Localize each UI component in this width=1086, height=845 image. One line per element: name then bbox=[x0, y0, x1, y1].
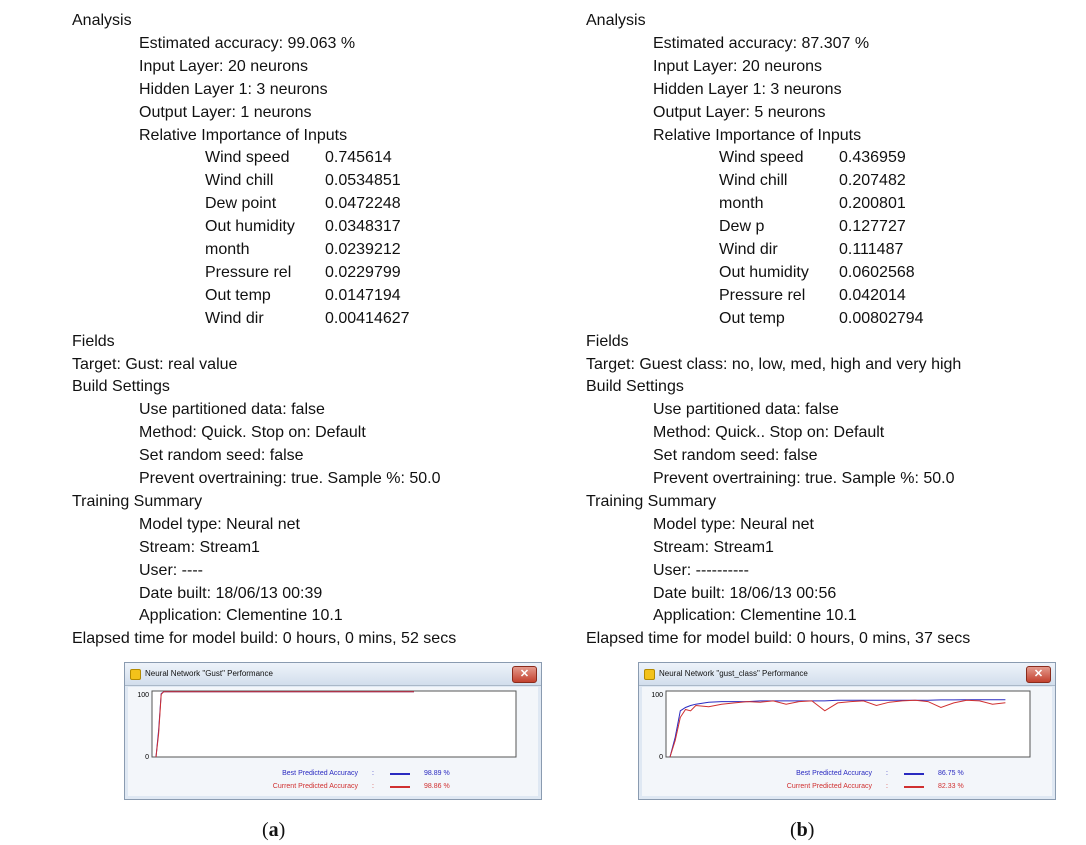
importance-row bbox=[719, 262, 915, 284]
legend-colon: : bbox=[372, 783, 374, 790]
overtraining-setting: Prevent overtraining: true. Sample %: 50.0 bbox=[653, 470, 955, 487]
analysis-heading: Analysis bbox=[72, 12, 132, 29]
input-importance-value: 0.0147194 bbox=[325, 287, 401, 304]
elapsed-time: Elapsed time for model build: 0 hours, 0 mins, 52 secs bbox=[72, 630, 457, 647]
input-importance-value: 0.0239212 bbox=[325, 241, 401, 258]
input-name: month bbox=[205, 241, 250, 258]
app-icon bbox=[130, 669, 141, 680]
training-summary-heading: Training Summary bbox=[72, 493, 203, 510]
application: Application: Clementine 10.1 bbox=[139, 607, 343, 624]
input-importance-value: 0.436959 bbox=[839, 149, 906, 166]
input-importance-value: 0.00414627 bbox=[325, 310, 410, 327]
target-field: Target: Guest class: no, low, med, high and very high bbox=[586, 356, 962, 373]
best-accuracy-label: Best Predicted Accuracy bbox=[796, 770, 872, 777]
stream: Stream: Stream1 bbox=[139, 539, 260, 556]
overtraining-setting: Prevent overtraining: true. Sample %: 50.0 bbox=[139, 470, 441, 487]
input-name: Wind speed bbox=[719, 149, 804, 166]
importance-row bbox=[719, 216, 906, 238]
importance-row bbox=[205, 170, 401, 192]
performance-chart bbox=[642, 687, 1052, 765]
hidden-layer: Hidden Layer 1: 3 neurons bbox=[653, 81, 842, 98]
best-accuracy-value: 98.89 % bbox=[424, 770, 450, 777]
window-body bbox=[128, 687, 538, 796]
legend-colon: : bbox=[886, 783, 888, 790]
date-built: Date built: 18/06/13 00:39 bbox=[139, 585, 323, 602]
importance-heading: Relative Importance of Inputs bbox=[653, 127, 862, 144]
current-accuracy-legend bbox=[642, 782, 1052, 792]
caption-letter: b bbox=[796, 819, 808, 841]
build-settings-heading: Build Settings bbox=[586, 378, 684, 395]
importance-row bbox=[205, 239, 401, 261]
training-summary-heading: Training Summary bbox=[586, 493, 717, 510]
caption-letter: a bbox=[268, 819, 279, 841]
y-axis-top-label: 100 bbox=[137, 692, 149, 699]
input-name: Out humidity bbox=[205, 218, 295, 235]
seed-setting: Set random seed: false bbox=[653, 447, 818, 464]
stream: Stream: Stream1 bbox=[653, 539, 774, 556]
input-importance-value: 0.042014 bbox=[839, 287, 906, 304]
best-accuracy-legend bbox=[642, 769, 1052, 779]
method-setting: Method: Quick. Stop on: Default bbox=[139, 424, 366, 441]
window-title: Neural Network "Gust" Performance bbox=[145, 669, 273, 678]
window-title-bar[interactable] bbox=[639, 663, 1055, 686]
performance-window[interactable] bbox=[638, 662, 1056, 800]
fields-heading: Fields bbox=[72, 333, 115, 350]
app-icon bbox=[644, 669, 655, 680]
importance-row bbox=[205, 308, 410, 330]
input-importance-value: 0.0348317 bbox=[325, 218, 401, 235]
panel-b bbox=[586, 0, 1086, 845]
input-name: Dew point bbox=[205, 195, 277, 212]
performance-window[interactable] bbox=[124, 662, 542, 800]
date-built: Date built: 18/06/13 00:56 bbox=[653, 585, 837, 602]
importance-row bbox=[205, 285, 401, 307]
input-importance-value: 0.00802794 bbox=[839, 310, 924, 327]
input-importance-value: 0.111487 bbox=[839, 241, 904, 258]
input-importance-value: 0.0472248 bbox=[325, 195, 401, 212]
importance-heading: Relative Importance of Inputs bbox=[139, 127, 348, 144]
current-legend-swatch bbox=[390, 786, 410, 788]
model-type: Model type: Neural net bbox=[139, 516, 300, 533]
importance-row bbox=[719, 239, 904, 261]
panel-caption: (b) bbox=[790, 819, 815, 841]
y-axis-bottom-label: 0 bbox=[659, 754, 663, 761]
input-importance-value: 0.0534851 bbox=[325, 172, 401, 189]
input-importance-value: 0.207482 bbox=[839, 172, 906, 189]
input-name: Pressure rel bbox=[205, 264, 292, 281]
estimated-accuracy: Estimated accuracy: 87.307 % bbox=[653, 35, 870, 52]
plot-area bbox=[152, 691, 516, 757]
best-accuracy-label: Best Predicted Accuracy bbox=[282, 770, 358, 777]
best-legend-swatch bbox=[390, 773, 410, 775]
importance-row bbox=[205, 262, 401, 284]
window-body bbox=[642, 687, 1052, 796]
importance-row bbox=[719, 147, 906, 169]
importance-row bbox=[205, 216, 401, 238]
user: User: ---- bbox=[139, 562, 203, 579]
input-name: Wind dir bbox=[719, 241, 778, 258]
model-type: Model type: Neural net bbox=[653, 516, 814, 533]
importance-row bbox=[205, 193, 401, 215]
input-name: Wind speed bbox=[205, 149, 290, 166]
importance-row bbox=[719, 170, 906, 192]
partitioned-setting: Use partitioned data: false bbox=[653, 401, 839, 418]
fields-heading: Fields bbox=[586, 333, 629, 350]
partitioned-setting: Use partitioned data: false bbox=[139, 401, 325, 418]
current-legend-swatch bbox=[904, 786, 924, 788]
input-importance-value: 0.0229799 bbox=[325, 264, 401, 281]
input-importance-value: 0.745614 bbox=[325, 149, 392, 166]
legend-colon: : bbox=[372, 770, 374, 777]
input-layer: Input Layer: 20 neurons bbox=[653, 58, 823, 75]
analysis-heading: Analysis bbox=[586, 12, 646, 29]
panel-caption: (a) bbox=[262, 819, 286, 841]
input-name: Out temp bbox=[719, 310, 785, 327]
hidden-layer: Hidden Layer 1: 3 neurons bbox=[139, 81, 328, 98]
importance-row bbox=[719, 285, 906, 307]
close-icon[interactable]: ✕ bbox=[512, 666, 537, 683]
performance-chart bbox=[128, 687, 538, 765]
best-legend-swatch bbox=[904, 773, 924, 775]
importance-row bbox=[719, 308, 924, 330]
input-importance-value: 0.200801 bbox=[839, 195, 906, 212]
y-axis-bottom-label: 0 bbox=[145, 754, 149, 761]
input-name: Wind chill bbox=[205, 172, 274, 189]
window-title-bar[interactable] bbox=[125, 663, 541, 686]
target-field: Target: Gust: real value bbox=[72, 356, 238, 373]
importance-row bbox=[719, 193, 906, 215]
close-icon[interactable]: ✕ bbox=[1026, 666, 1051, 683]
current-accuracy-legend bbox=[128, 782, 538, 792]
method-setting: Method: Quick.. Stop on: Default bbox=[653, 424, 885, 441]
window-title: Neural Network "gust_class" Performance bbox=[659, 669, 808, 678]
input-name: Out humidity bbox=[719, 264, 809, 281]
user: User: ---------- bbox=[653, 562, 749, 579]
input-name: Dew p bbox=[719, 218, 765, 235]
seed-setting: Set random seed: false bbox=[139, 447, 304, 464]
current-accuracy-label: Current Predicted Accuracy bbox=[272, 783, 358, 790]
input-name: Pressure rel bbox=[719, 287, 806, 304]
input-importance-value: 0.0602568 bbox=[839, 264, 915, 281]
input-name: Out temp bbox=[205, 287, 271, 304]
input-layer: Input Layer: 20 neurons bbox=[139, 58, 309, 75]
application: Application: Clementine 10.1 bbox=[653, 607, 857, 624]
current-accuracy-value: 82.33 % bbox=[938, 783, 964, 790]
current-accuracy-value: 98.86 % bbox=[424, 783, 450, 790]
input-importance-value: 0.127727 bbox=[839, 218, 906, 235]
best-accuracy-value: 86.75 % bbox=[938, 770, 964, 777]
y-axis-top-label: 100 bbox=[651, 692, 663, 699]
input-name: month bbox=[719, 195, 764, 212]
output-layer: Output Layer: 1 neurons bbox=[139, 104, 312, 121]
current-accuracy-label: Current Predicted Accuracy bbox=[786, 783, 872, 790]
build-settings-heading: Build Settings bbox=[72, 378, 170, 395]
input-name: Wind chill bbox=[719, 172, 788, 189]
legend-colon: : bbox=[886, 770, 888, 777]
output-layer: Output Layer: 5 neurons bbox=[653, 104, 826, 121]
importance-row bbox=[205, 147, 392, 169]
best-accuracy-legend bbox=[128, 769, 538, 779]
estimated-accuracy: Estimated accuracy: 99.063 % bbox=[139, 35, 356, 52]
elapsed-time: Elapsed time for model build: 0 hours, 0 mins, 37 secs bbox=[586, 630, 971, 647]
input-name: Wind dir bbox=[205, 310, 264, 327]
panel-a bbox=[72, 0, 572, 845]
